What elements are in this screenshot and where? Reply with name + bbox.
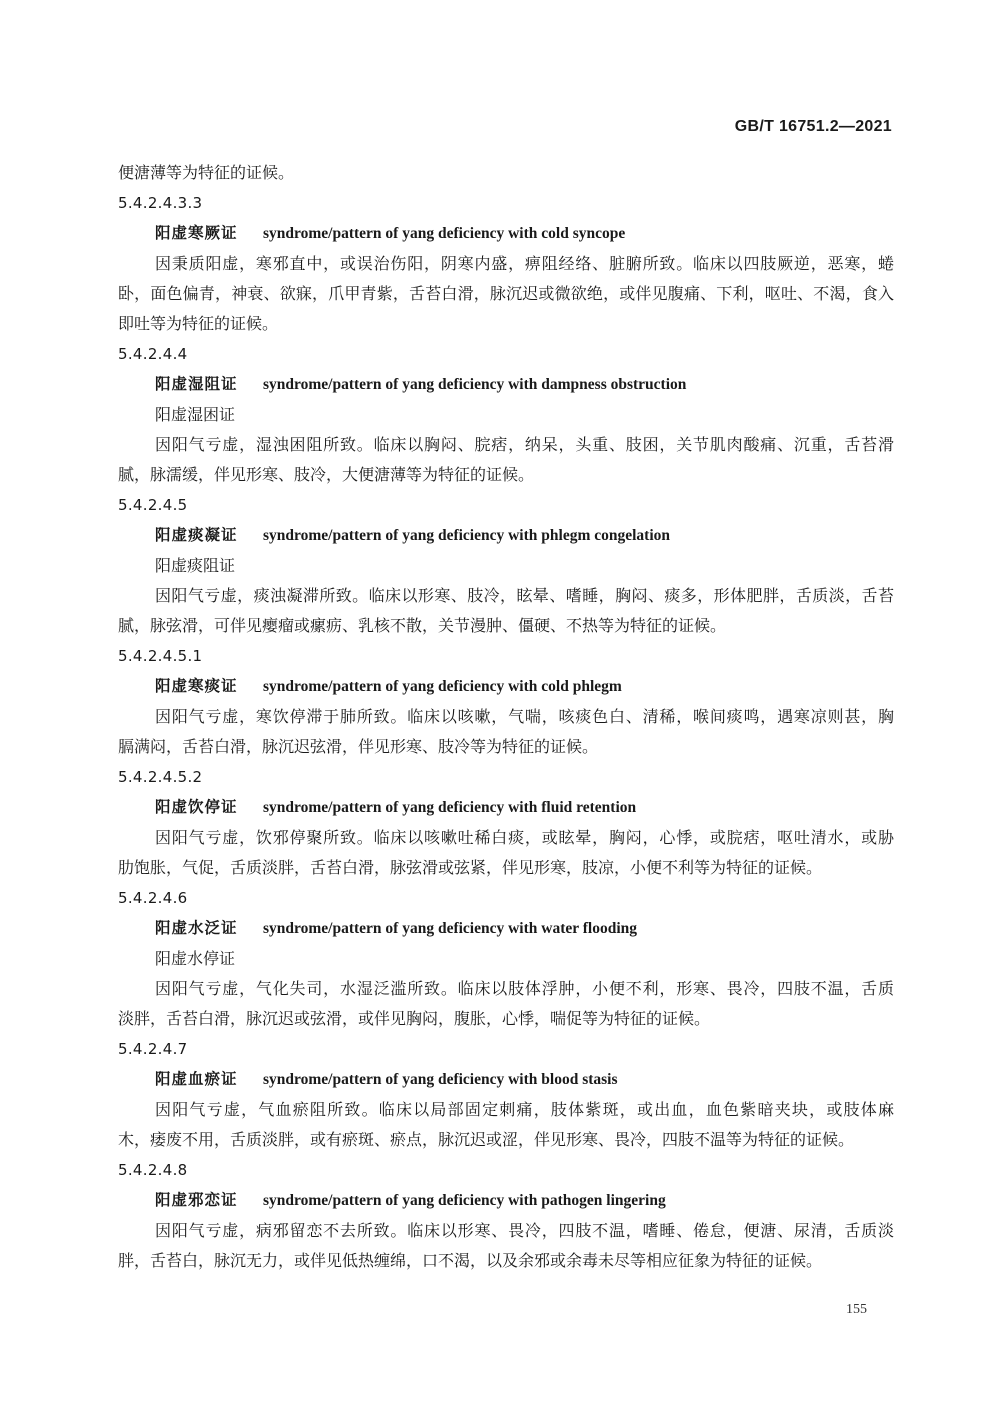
definition-line: 腻，脉濡缓，伴见形寒、肢冷，大便溏薄等为特征的证候。 <box>118 465 535 484</box>
definition-line: 腻，脉弦滑，可伴见瘿瘤或瘰疬、乳核不散，关节漫肿、僵硬、不热等为特征的证候。 <box>118 616 727 635</box>
definition-paragraph <box>118 1095 894 1155</box>
term-synonym: 阳虚湿困证 <box>155 405 236 424</box>
term-heading <box>118 218 894 249</box>
term-chinese: 阳虚饮停证 <box>155 798 238 816</box>
term-chinese: 阳虚寒厥证 <box>155 224 238 242</box>
term-entry <box>118 339 894 490</box>
term-entry <box>118 1034 894 1155</box>
term-heading <box>118 1064 894 1095</box>
clause-number: 5.4.2.4.8 <box>118 1161 188 1179</box>
term-synonym: 阳虚痰阻证 <box>155 556 236 575</box>
standard-number: GB/T 16751.2—2021 <box>734 118 892 135</box>
definition-line: 因阳气亏虚，病邪留恋不去所致。临床以形寒、畏冷，四肢不温，嗜睡、倦怠，便溏、尿清，舌质淡 <box>155 1221 894 1240</box>
definition-line: 卧，面色偏青，神衰、欲寐，爪甲青紫，舌苔白滑，脉沉迟或微欲绝，或伴见腹痛、下利，呕吐、不渴，食入 <box>118 284 894 303</box>
paragraph-line: 便溏薄等为特征的证候。 <box>118 163 295 182</box>
definition-line: 膈满闷，舌苔白滑，脉沉迟弦滑，伴见形寒、肢冷等为特征的证候。 <box>118 737 599 756</box>
term-heading <box>118 913 894 944</box>
term-chinese: 阳虚血瘀证 <box>155 1070 238 1088</box>
term-english: syndrome/pattern of yang deficiency with pathogen lingering <box>263 1192 666 1209</box>
definition-paragraph <box>118 249 894 339</box>
definition-line: 因阳气亏虚，饮邪停聚所致。临床以咳嗽吐稀白痰，或眩晕，胸闷，心悸，或脘痞，呕吐清水，或胁 <box>155 828 894 847</box>
definition-line: 即吐等为特征的证候。 <box>118 314 279 333</box>
definition-line: 因阳气亏虚，湿浊困阻所致。临床以胸闷、脘痞，纳呆，头重、肢困，关节肌肉酸痛、沉重，舌苔滑 <box>155 435 894 454</box>
definition-line: 肋饱胀，气促，舌质淡胖，舌苔白滑，脉弦滑或弦紧，伴见形寒，肢凉，小便不利等为特征的证候。 <box>118 858 823 877</box>
term-chinese: 阳虚湿阻证 <box>155 375 238 393</box>
term-entry <box>118 1155 894 1276</box>
term-chinese: 阳虚寒痰证 <box>155 677 238 695</box>
page-number: 155 <box>846 1302 867 1317</box>
term-heading <box>118 520 894 551</box>
term-english: syndrome/pattern of yang deficiency with blood stasis <box>263 1071 618 1088</box>
definition-line: 木，痿废不用，舌质淡胖，或有瘀斑、瘀点，脉沉迟或涩，伴见形寒、畏冷，四肢不温等为特征的证候。 <box>118 1130 855 1149</box>
term-heading <box>118 671 894 702</box>
entry-list <box>118 188 894 1276</box>
clause-number: 5.4.2.4.3.3 <box>118 194 203 212</box>
term-english: syndrome/pattern of yang deficiency with water flooding <box>263 920 637 937</box>
definition-line: 因阳气亏虚，痰浊凝滞所致。临床以形寒、肢冷，眩晕、嗜睡，胸闷、痰多，形体肥胖，舌质淡，舌苔 <box>155 586 894 605</box>
clause-number: 5.4.2.4.4 <box>118 345 188 363</box>
term-chinese: 阳虚水泛证 <box>155 919 238 937</box>
term-entry <box>118 883 894 1034</box>
definition-line: 因阳气亏虚，寒饮停滞于肺所致。临床以咳嗽，气喘，咳痰色白、清稀，喉间痰鸣，遇寒凉则甚，胸 <box>155 707 894 726</box>
term-heading <box>118 1185 894 1216</box>
document-body <box>118 158 894 1276</box>
term-entry <box>118 188 894 339</box>
clause-number: 5.4.2.4.5.2 <box>118 768 203 786</box>
term-chinese: 阳虚痰凝证 <box>155 526 238 544</box>
clause-number: 5.4.2.4.5 <box>118 496 188 514</box>
term-entry <box>118 641 894 762</box>
definition-paragraph <box>118 974 894 1034</box>
term-english: syndrome/pattern of yang deficiency with fluid retention <box>263 799 637 816</box>
definition-paragraph <box>118 581 894 641</box>
term-english: syndrome/pattern of yang deficiency with cold syncope <box>263 225 626 242</box>
clause-number: 5.4.2.4.6 <box>118 889 188 907</box>
term-english: syndrome/pattern of yang deficiency with phlegm congelation <box>263 527 671 544</box>
definition-line: 胖，舌苔白，脉沉无力，或伴见低热缠绵，口不渴，以及余邪或余毒未尽等相应征象为特征的证候。 <box>118 1251 823 1270</box>
term-synonym: 阳虚水停证 <box>155 949 236 968</box>
term-english: syndrome/pattern of yang deficiency with dampness obstruction <box>263 376 687 393</box>
term-heading <box>118 369 894 400</box>
definition-line: 因阳气亏虚，气化失司，水湿泛滥所致。临床以肢体浮肿，小便不利，形寒、畏冷，四肢不温，舌质 <box>155 979 894 998</box>
definition-line: 因阳气亏虚，气血瘀阻所致。临床以局部固定刺痛，肢体紫斑，或出血，血色紫暗夹块，或肢体麻 <box>155 1100 894 1119</box>
term-entry <box>118 490 894 641</box>
term-chinese: 阳虚邪恋证 <box>155 1191 238 1209</box>
definition-line: 淡胖，舌苔白滑，脉沉迟或弦滑，或伴见胸闷，腹胀，心悸，喘促等为特征的证候。 <box>118 1009 711 1028</box>
continuation-paragraph <box>118 158 894 188</box>
definition-paragraph <box>118 823 894 883</box>
clause-number: 5.4.2.4.5.1 <box>118 647 203 665</box>
definition-paragraph <box>118 430 894 490</box>
clause-number: 5.4.2.4.7 <box>118 1040 188 1058</box>
definition-paragraph <box>118 1216 894 1276</box>
definition-line: 因秉质阳虚，寒邪直中，或误治伤阳，阴寒内盛，痹阻经络、脏腑所致。临床以四肢厥逆，恶寒，蜷 <box>155 254 894 273</box>
term-heading <box>118 792 894 823</box>
term-english: syndrome/pattern of yang deficiency with cold phlegm <box>263 678 622 695</box>
term-entry <box>118 762 894 883</box>
definition-paragraph <box>118 702 894 762</box>
